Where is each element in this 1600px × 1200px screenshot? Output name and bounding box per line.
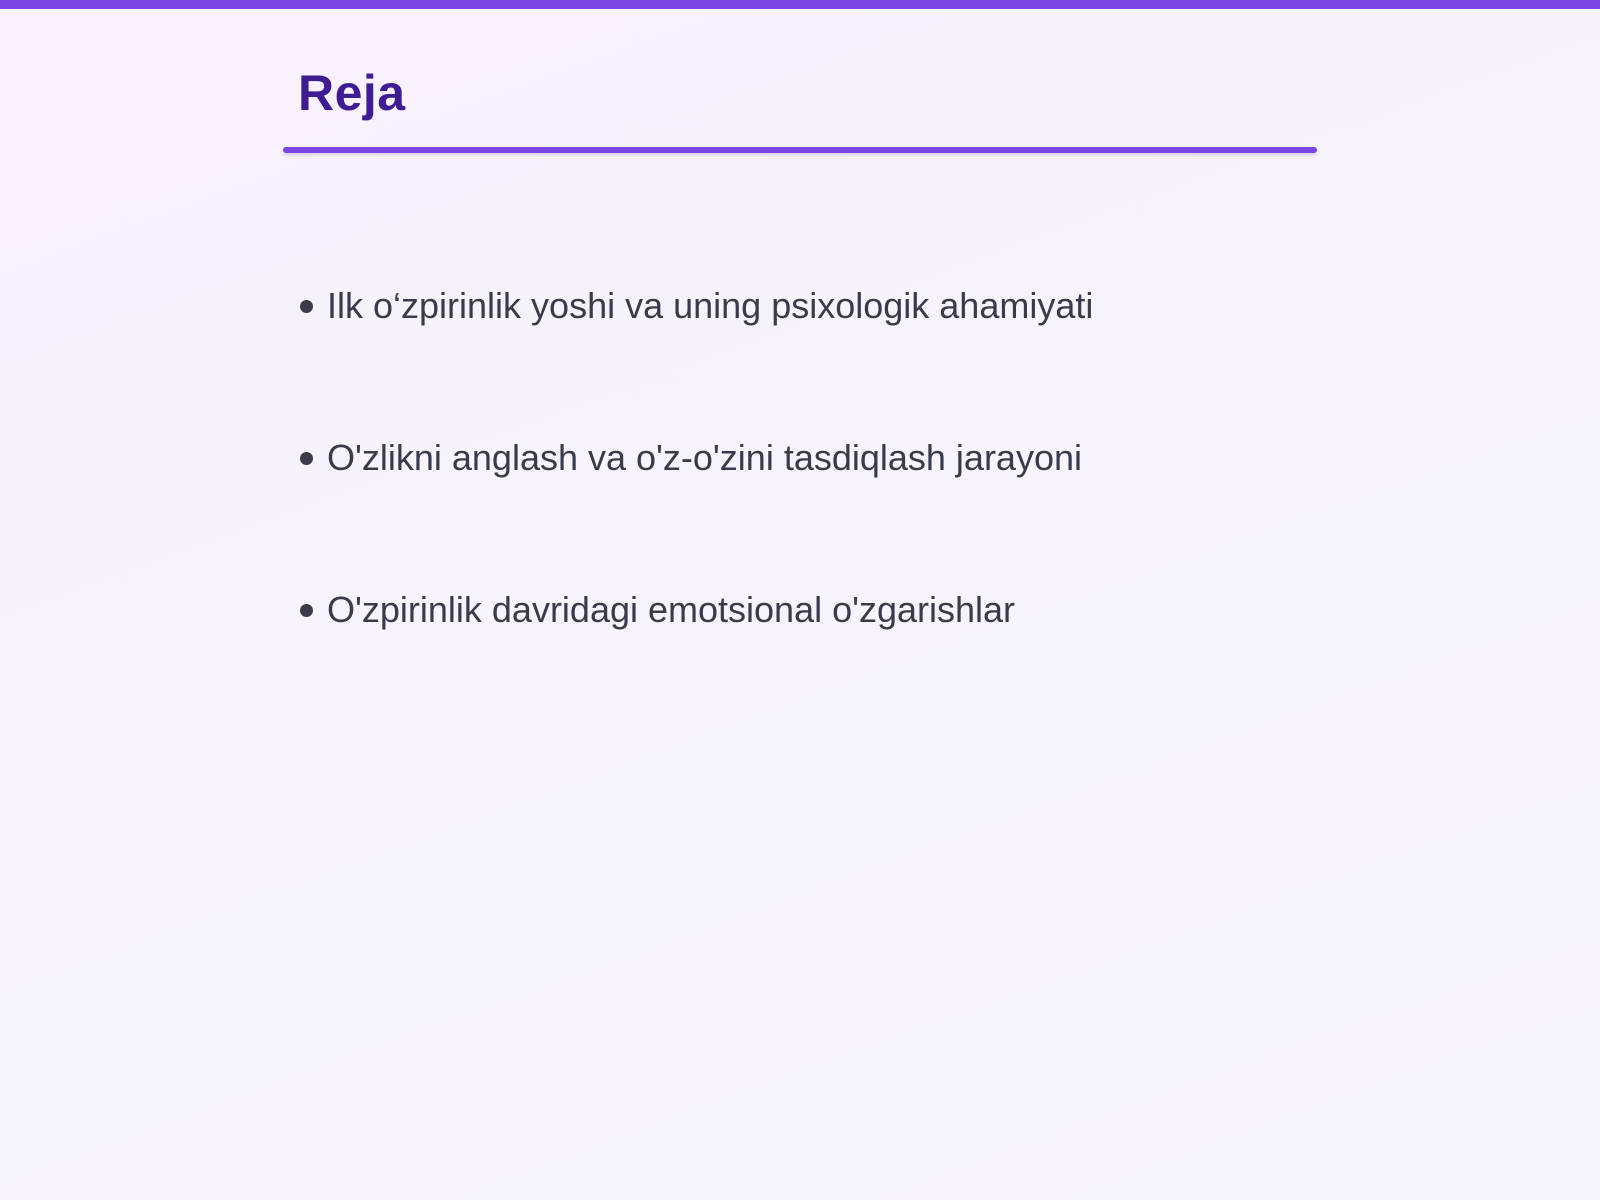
bullet-icon: [300, 452, 313, 465]
list-item: [300, 584, 1093, 636]
list-item: [300, 280, 1093, 332]
list-item-text: O'zpirinlik davridagi emotsional o'zgarishlar: [327, 589, 1016, 630]
title-underline: [283, 147, 1317, 153]
bullet-icon: [300, 300, 313, 313]
list-item-text: Ilk o‘zpirinlik yoshi va uning psixologik ahamiyati: [327, 285, 1094, 326]
list-item: [300, 432, 1093, 484]
top-accent-bar: [0, 0, 1600, 9]
agenda-list: [300, 280, 1093, 736]
list-item-text: O'zlikni anglash va o'z-o'zini tasdiqlash jarayoni: [327, 437, 1082, 478]
bullet-icon: [300, 604, 313, 617]
slide-title: Reja: [298, 65, 406, 121]
